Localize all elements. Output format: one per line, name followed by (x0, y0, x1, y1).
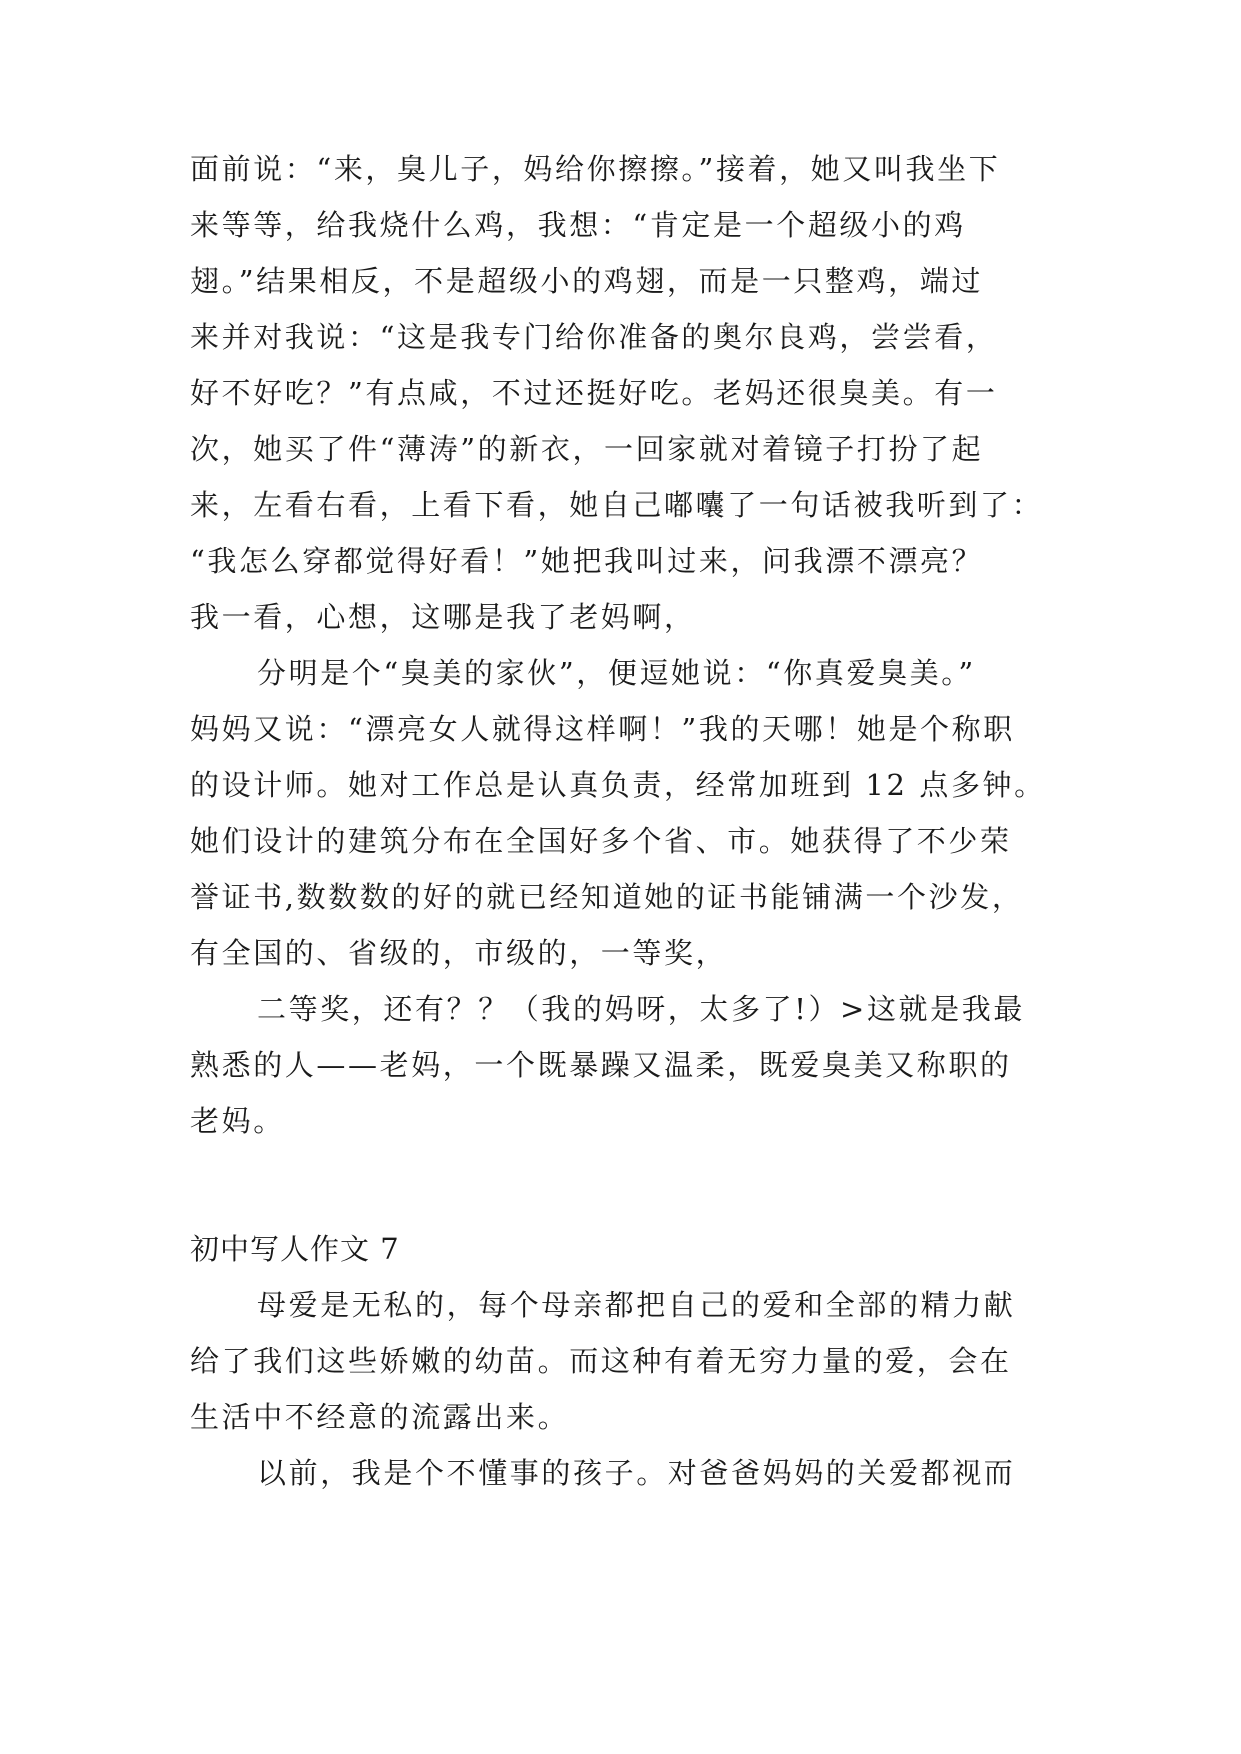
text-line: 生活中不经意的流露出来。 (190, 1400, 570, 1434)
text-line: 好不好吃？”有点咸，不过还挺好吃。老妈还很臭美。有一 (190, 376, 998, 410)
text-line: 妈妈又说：“漂亮女人就得这样啊！”我的天哪！她是个称职 (190, 712, 1015, 746)
text-line: 翅。”结果相反，不是超级小的鸡翅，而是一只整鸡，端过 (190, 264, 983, 298)
text-line: 次，她买了件“薄涛”的新衣，一回家就对着镜子打扮了起 (190, 432, 984, 466)
text-line: “我怎么穿都觉得好看！”她把我叫过来，问我漂不漂亮？ (190, 544, 984, 578)
text-line: 来，左看右看，上看下看，她自己嘟囔了一句话被我听到了： (190, 488, 1044, 522)
text-line: 来并对我说：“这是我专门给你准备的奥尔良鸡，尝尝看， (190, 320, 998, 354)
text-line: 面前说：“来，臭儿子，妈给你擦擦。”接着，她又叫我坐下 (190, 152, 1001, 186)
text-line: 熟悉的人——老妈，一个既暴躁又温柔，既爱臭美又称职的 (190, 1048, 1012, 1082)
text-line: 有全国的、省级的，市级的，一等奖， (190, 936, 728, 970)
text-line: 她们设计的建筑分布在全国好多个省、市。她获得了不少荣 (190, 824, 1012, 858)
paragraph-start-line: 二等奖，还有？？（我的妈呀，太多了!）>这就是我最 (257, 992, 1025, 1026)
text-line: 老妈。 (190, 1104, 285, 1138)
section-heading: 初中写人作文 7 (190, 1232, 400, 1266)
text-line: 给了我们这些娇嫩的幼苗。而这种有着无穷力量的爱，会在 (190, 1344, 1012, 1378)
text-line: 誉证书,数数数的好的就已经知道她的证书能铺满一个沙发， (190, 880, 1024, 914)
paragraph-start-line: 分明是个“臭美的家伙”，便逗她说：“你真爱臭美。” (257, 656, 976, 690)
text-line: 我一看，心想，这哪是我了老妈啊， (190, 600, 696, 634)
paragraph-start-line: 母爱是无私的，每个母亲都把自己的爱和全部的精力献 (257, 1288, 1016, 1322)
text-line: 的设计师。她对工作总是认真负责，经常加班到 12 点多钟。 (190, 768, 1046, 802)
text-line: 来等等，给我烧什么鸡，我想：“肯定是一个超级小的鸡 (190, 208, 966, 242)
paragraph-start-line: 以前，我是个不懂事的孩子。对爸爸妈妈的关爱都视而 (257, 1456, 1016, 1490)
